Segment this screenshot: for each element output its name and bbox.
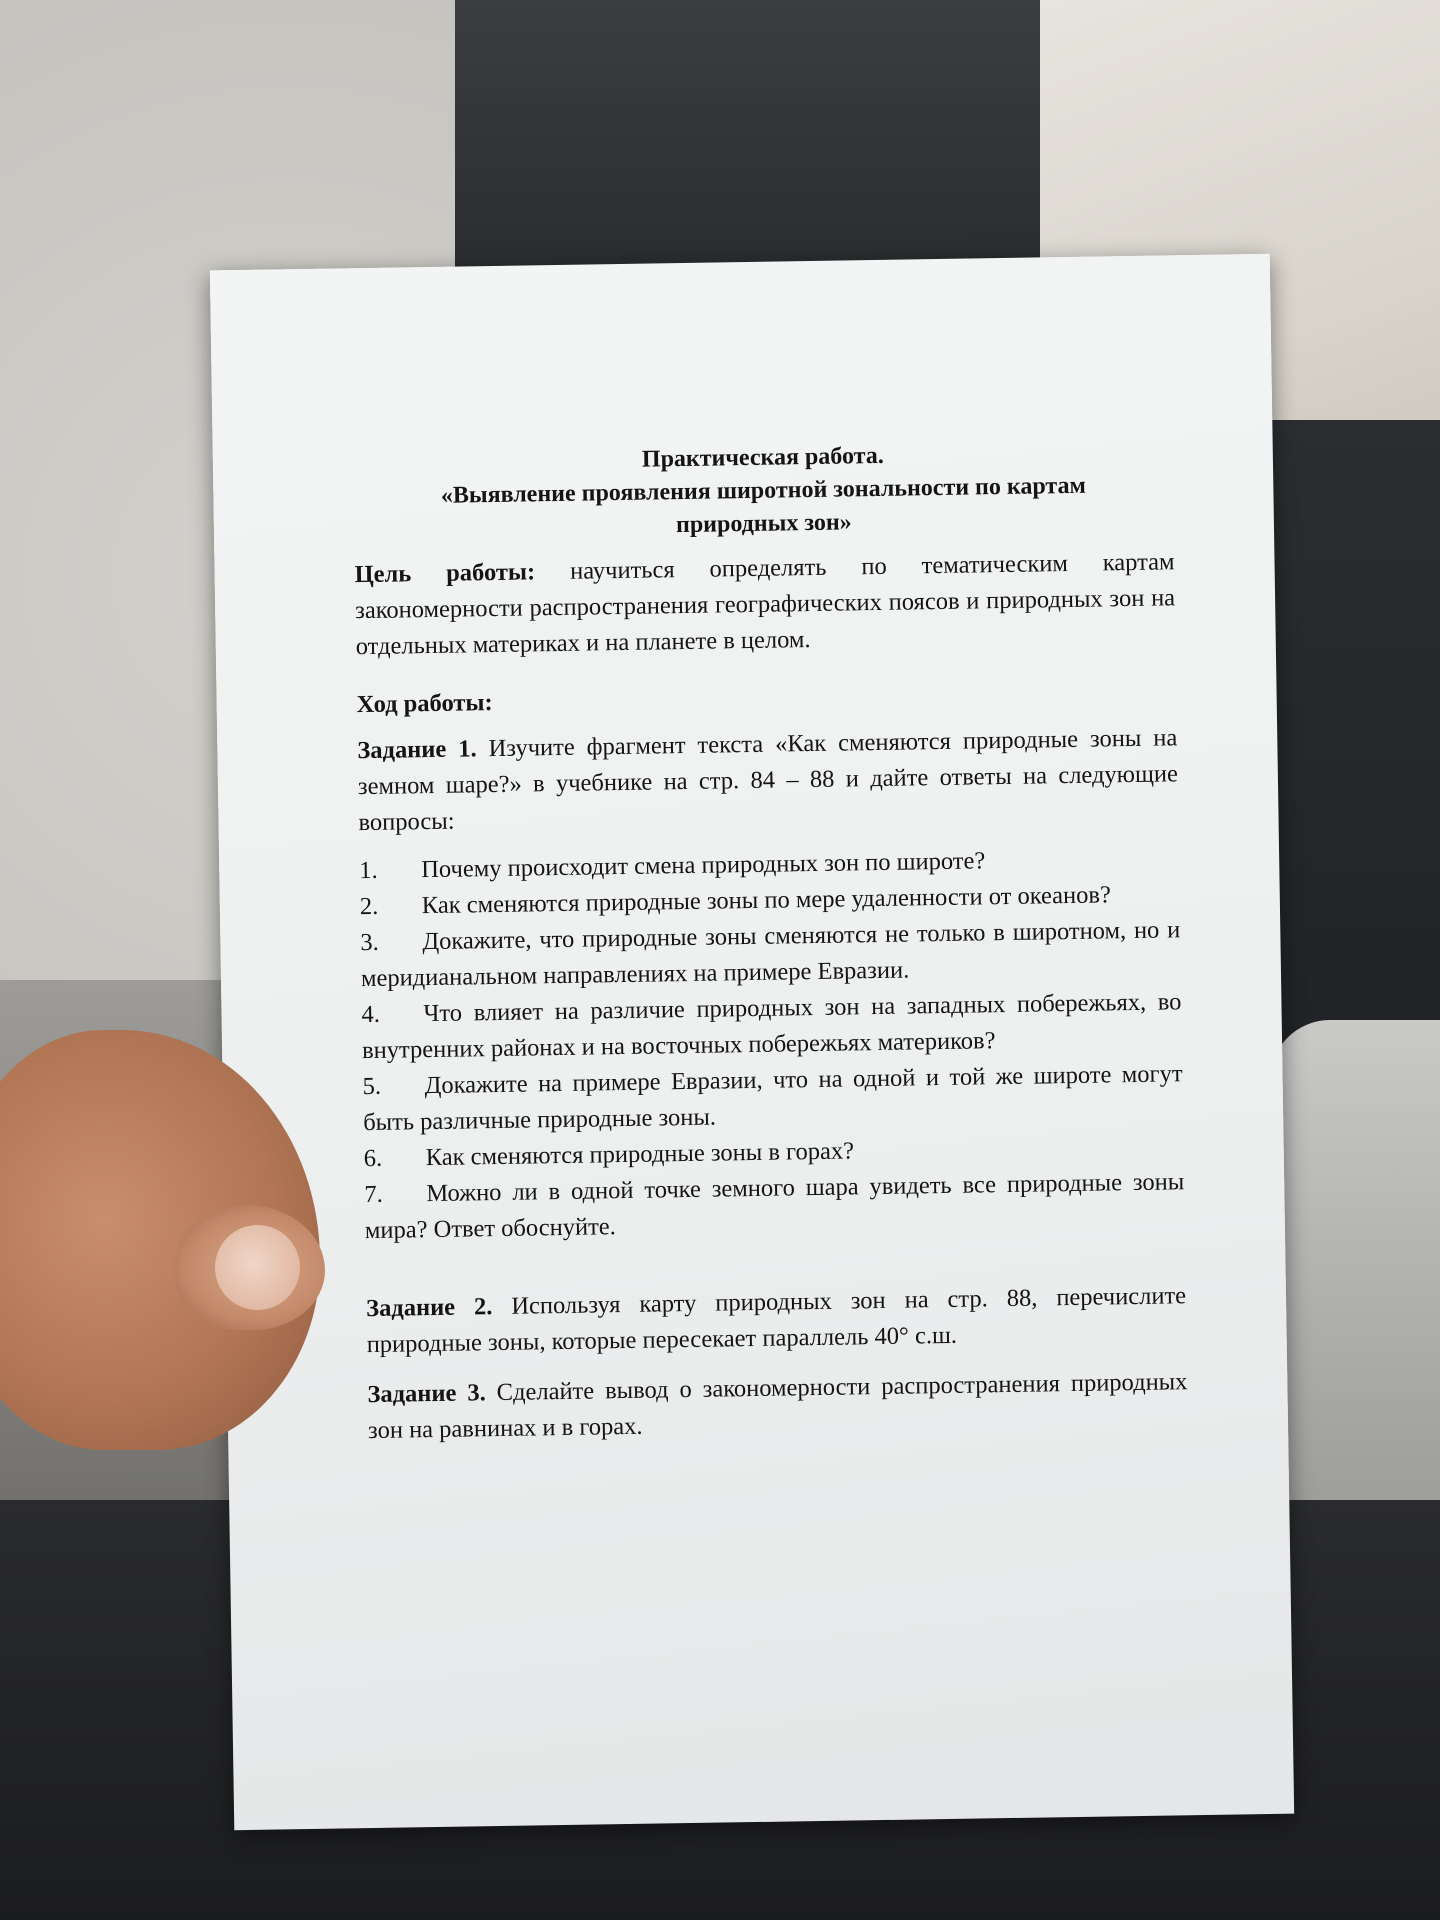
title-line-1: Практическая работа. [641, 442, 884, 473]
question-number: 5. [362, 1072, 382, 1101]
background-chair [1270, 1020, 1440, 1540]
question-number: 4. [361, 1000, 381, 1029]
worksheet-paper [210, 254, 1294, 1830]
task2-paragraph [366, 1278, 1187, 1363]
task2-text: Используя карту природных зон на стр. 88, перечислите природные зоны, которые пересекает параллель 40° с.ш. [366, 1282, 1187, 1359]
goal-label: Цель работы: [354, 558, 536, 589]
question-number: 1. [359, 856, 378, 885]
list-item [360, 912, 1181, 997]
question-text: Что влияет на различие природных зон на западных побережьях, во внутренних районах и на восточных побережьях материков? [361, 988, 1182, 1065]
task2-label: Задание 2. [365, 1293, 493, 1323]
question-number: 7. [364, 1180, 383, 1209]
goal-text: научиться определять по тематическим картам закономерности распространения географических поясов и природных зон на отдельных материках и на планете в целом. [354, 548, 1176, 661]
task1-text: Изучите фрагмент текста «Как сменяются природные зоны на земном шаре?» в учебнике на стр. 84 – 88 и дайте ответы на следующие вопросы: [357, 724, 1179, 837]
thumbnail-nail [215, 1225, 300, 1310]
question-number: 6. [363, 1144, 383, 1173]
question-text: Докажите, что природные зоны сменяются не только в широтном, но и меридианальном направлениях на примере Евразии. [360, 916, 1181, 993]
title-line-2: «Выявление проявления широтной зональности по картам [440, 472, 1087, 509]
task3-text: Сделайте вывод о закономерности распространения природных зон на равнинах и в горах. [367, 1368, 1188, 1445]
task1-question-list [359, 840, 1185, 1249]
task1-label: Задание 1. [357, 735, 477, 765]
task1-paragraph [357, 720, 1179, 841]
question-number: 3. [360, 928, 379, 957]
list-item [362, 1056, 1183, 1141]
question-text: Почему происходит смена природных зон по широте? [421, 847, 986, 884]
title-line-3: природных зон» [675, 509, 852, 539]
worksheet-title [353, 435, 1174, 547]
task3-label: Задание 3. [367, 1379, 486, 1409]
worksheet-content [353, 435, 1189, 1461]
progress-heading: Ход работы: [356, 689, 493, 719]
list-item [361, 984, 1182, 1069]
question-text: Как сменяются природные зоны по мере удаленности от океанов? [421, 881, 1112, 920]
task3-paragraph [367, 1364, 1188, 1449]
question-text: Докажите на примере Евразии, что на одной и той же широте могут быть различные природные зоны. [363, 1060, 1183, 1137]
list-item [364, 1164, 1185, 1249]
question-text: Как сменяются природные зоны в горах? [425, 1137, 855, 1172]
goal-paragraph [354, 544, 1176, 665]
question-number: 2. [359, 892, 379, 921]
question-text: Можно ли в одной точке земного шара увидеть все природные зоны мира? Ответ обоснуйте. [364, 1168, 1185, 1245]
